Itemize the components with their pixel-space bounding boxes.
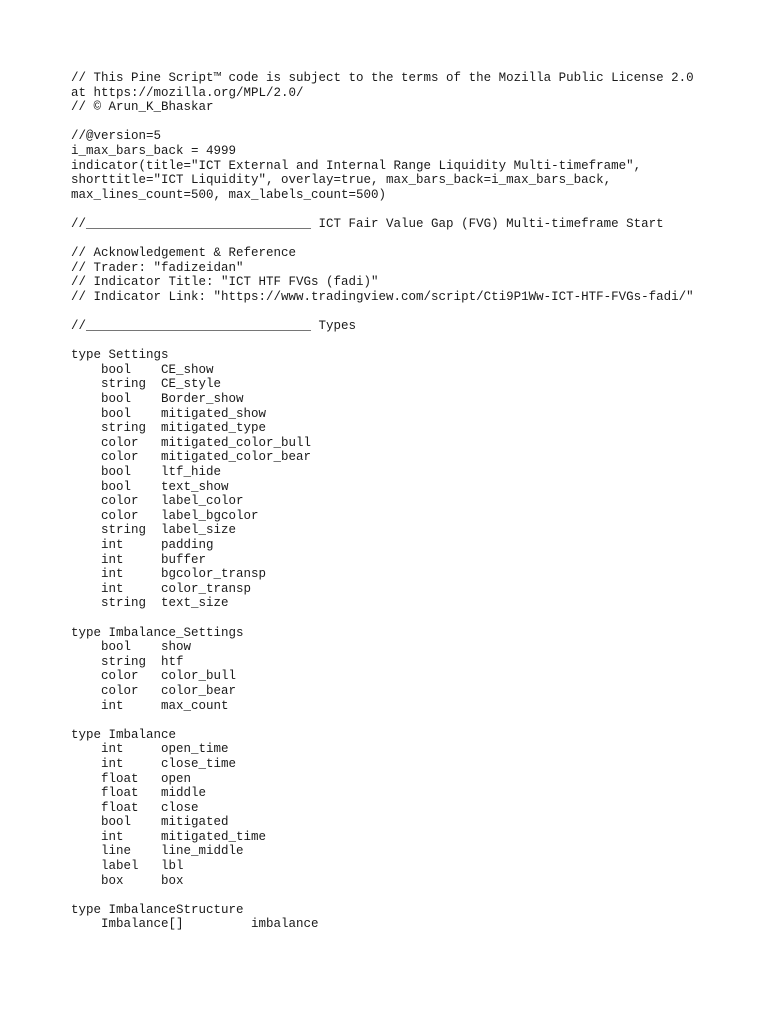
code-line: type Imbalance: [71, 727, 177, 742]
code-line: // Acknowledgement & Reference: [71, 246, 297, 261]
code-line: // Indicator Title: "ICT HTF FVGs (fadi)": [71, 275, 379, 290]
code-block: [71, 71, 751, 932]
code-line: color color_bear: [71, 683, 237, 698]
code-line: bool show: [71, 640, 192, 655]
code-line: label lbl: [71, 859, 184, 874]
code-line: color label_color: [71, 494, 244, 509]
code-line: type ImbalanceStructure: [71, 902, 244, 917]
code-line: string mitigated_type: [71, 421, 267, 436]
code-line: line line_middle: [71, 844, 244, 859]
code-line: int color_transp: [71, 581, 252, 596]
code-line: bool mitigated_show: [71, 406, 267, 421]
code-line: int open_time: [71, 742, 229, 757]
code-line: int padding: [71, 538, 214, 552]
code-line: float close: [71, 800, 199, 815]
code-line: bool ltf_hide: [71, 465, 222, 480]
code-line: string text_size: [71, 596, 229, 611]
code-line: bool text_show: [71, 479, 229, 494]
code-line: int mitigated_time: [71, 829, 267, 844]
code-line: //______________________________ ICT Fair Value Gap (FVG) Multi-timeframe Start: [71, 216, 664, 231]
code-line: string CE_style: [71, 377, 222, 392]
code-line: //@version=5: [71, 129, 162, 144]
code-line: // © Arun_K_Bhaskar: [71, 100, 214, 115]
code-line: color color_bull: [71, 669, 237, 684]
code-line: Imbalance[] imbalance: [71, 917, 319, 932]
code-line: int bgcolor_transp: [71, 567, 267, 582]
code-line: // This Pine Script™ code is subject to the terms of the Mozilla Public License 2.0: [71, 71, 694, 85]
code-line: // Indicator Link: "https://www.tradingview.com/script/Cti9P1Ww-ICT-HTF-FVGs-fadi/": [71, 289, 694, 304]
code-line: type Imbalance_Settings: [71, 625, 244, 640]
code-line: int close_time: [71, 756, 237, 771]
code-line: box box: [71, 873, 184, 888]
code-line: string label_size: [71, 523, 237, 538]
code-line: float open: [71, 771, 192, 786]
code-line: type Settings: [71, 348, 169, 363]
code-line: //______________________________ Types: [71, 319, 357, 334]
code-line: bool mitigated: [71, 815, 229, 830]
code-line: bool CE_show: [71, 362, 214, 377]
code-line: i_max_bars_back = 4999: [71, 143, 237, 158]
code-line: string htf: [71, 654, 184, 669]
code-line: bool Border_show: [71, 392, 244, 407]
code-line: int buffer: [71, 552, 207, 567]
code-line: color label_bgcolor: [71, 508, 259, 523]
code-line: color mitigated_color_bear: [71, 450, 312, 465]
code-line: at https://mozilla.org/MPL/2.0/: [71, 85, 304, 100]
code-line: indicator(title="ICT External and Internal Range Liquidity Multi-timeframe",: [71, 158, 642, 173]
code-line: color mitigated_color_bull: [71, 435, 312, 450]
document-page: [71, 71, 751, 932]
code-line: float middle: [71, 786, 207, 801]
code-line: shorttitle="ICT Liquidity", overlay=true, max_bars_back=i_max_bars_back,: [71, 173, 612, 188]
code-line: int max_count: [71, 698, 229, 713]
code-line: max_lines_count=500, max_labels_count=500): [71, 187, 387, 202]
code-line: // Trader: "fadizeidan": [71, 260, 244, 275]
